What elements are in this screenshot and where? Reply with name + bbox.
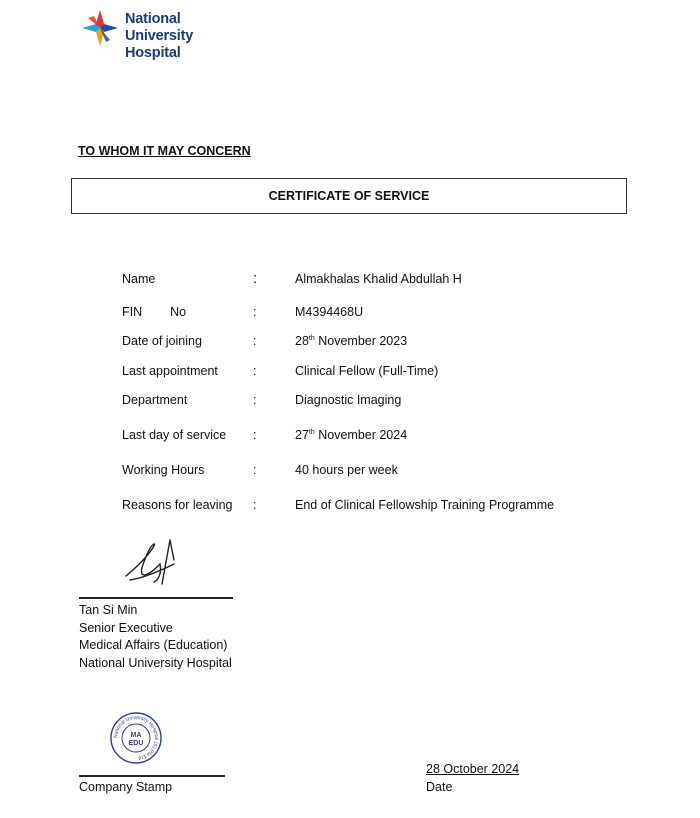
date-value: 28 October 2024 [426, 762, 520, 776]
handwritten-signature [118, 534, 188, 590]
detail-row-name [122, 272, 642, 290]
date-of-joining-label: Date of joining [122, 334, 202, 348]
signatory-name: Tan Si Min [79, 603, 138, 617]
hospital-logo [80, 8, 250, 61]
department-label: Department [122, 393, 188, 407]
signature-line [79, 597, 233, 599]
detail-row-fin [122, 305, 642, 323]
hospital-name [125, 11, 250, 62]
stamp-text-1: MA [130, 732, 142, 739]
date-of-joining-suffix: th [308, 335, 315, 342]
stamp-line [79, 775, 225, 777]
detail-row-department [122, 393, 642, 411]
company-stamp [110, 712, 162, 764]
separator-colon: : [253, 393, 257, 407]
last-day-value [295, 428, 407, 442]
fin-label-part2: No [170, 305, 187, 319]
signatory-block [79, 602, 232, 672]
separator-colon: : [253, 364, 257, 378]
last-day-suffix: th [308, 429, 315, 436]
last-day-day: 27 [295, 428, 309, 442]
detail-row-last-appointment [122, 364, 642, 382]
reasons-value: End of Clinical Fellowship Training Programme [295, 498, 555, 512]
separator-colon: : [253, 428, 257, 442]
hospital-name-line2: Hospital [125, 45, 181, 61]
date-of-joining-value [295, 334, 407, 348]
detail-row-last-day [122, 428, 642, 446]
separator-colon: : [253, 463, 257, 477]
detail-row-reasons [122, 498, 642, 516]
last-day-rest: November 2024 [314, 428, 408, 442]
signatory-title: Senior Executive [79, 620, 173, 635]
last-appointment-label: Last appointment [122, 364, 218, 378]
detail-row-date-of-joining [122, 334, 642, 352]
fin-label [122, 305, 186, 319]
detail-row-working-hours [122, 463, 642, 481]
name-value: Almakhalas Khalid Abdullah H [295, 272, 462, 286]
hospital-name-line1: National University [125, 11, 194, 44]
certificate-title: CERTIFICATE OF SERVICE [268, 189, 430, 203]
certificate-title-box [71, 178, 627, 214]
separator-colon: : [253, 334, 257, 348]
separator-colon: : [253, 305, 257, 319]
signatory-department: Medical Affairs (Education) [79, 638, 228, 652]
separator-colon: : [253, 270, 258, 287]
date-of-joining-rest: November 2023 [314, 334, 408, 348]
salutation: TO WHOM IT MAY CONCERN [78, 144, 251, 158]
date-label: Date [426, 780, 453, 794]
department-value: Diagnostic Imaging [295, 393, 402, 407]
working-hours-value: 40 hours per week [295, 463, 398, 477]
stamp-ring-text: National University Hospital (S) Pte Ltd [112, 714, 160, 761]
company-stamp-label: Company Stamp [79, 780, 173, 794]
last-day-label: Last day of service [122, 428, 227, 442]
signatory-organization: National University Hospital [79, 655, 232, 670]
fin-label-part1: FIN [122, 305, 143, 319]
logo-mark-icon [80, 8, 120, 48]
fin-value: M4394468U [295, 305, 364, 319]
stamp-text-2: EDU [128, 740, 144, 747]
last-appointment-value: Clinical Fellow (Full-Time) [295, 364, 439, 378]
date-of-joining-day: 28 [295, 334, 309, 348]
separator-colon: : [253, 498, 257, 512]
working-hours-label: Working Hours [122, 463, 205, 477]
reasons-label: Reasons for leaving [122, 498, 233, 512]
name-label: Name [122, 272, 156, 286]
